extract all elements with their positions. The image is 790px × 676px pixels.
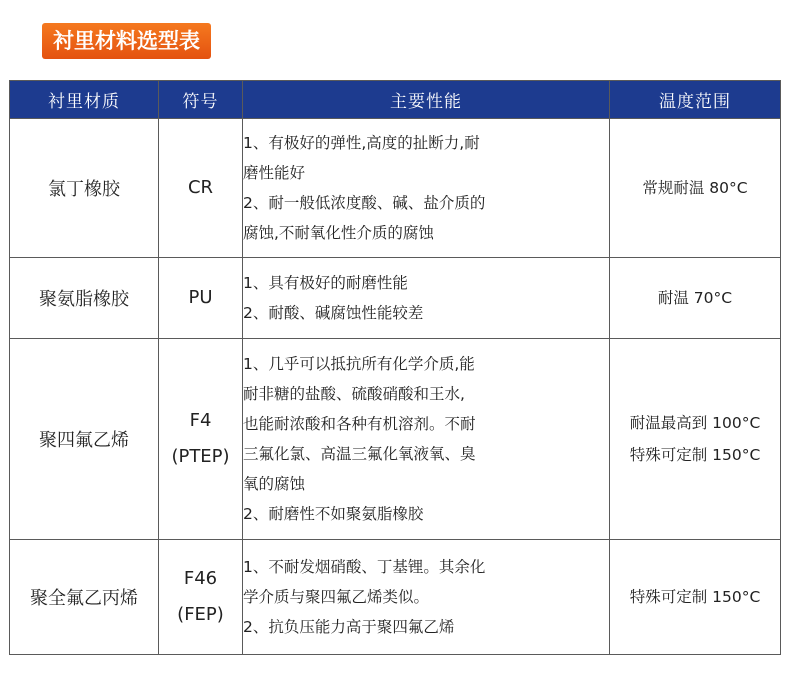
temperature-cell <box>610 339 781 540</box>
header-performance: 主要性能 <box>243 81 610 119</box>
symbol-line: CR <box>187 177 214 198</box>
material-cell: 氯丁橡胶 <box>10 119 159 258</box>
symbol-cell <box>159 119 243 258</box>
temperature-line: 耐温最高到 100°C <box>629 414 761 432</box>
material-cell: 聚氨脂橡胶 <box>10 258 159 339</box>
symbol-cell <box>159 339 243 540</box>
performance-line: 2、耐一般低浓度酸、碱、盐介质的 <box>243 194 486 212</box>
header-temperature: 温度范围 <box>610 81 781 119</box>
performance-line: 三氟化氯、高温三氟化氧液氧、臭 <box>243 445 476 463</box>
performance-line: 学介质与聚四氟乙烯类似。 <box>243 588 430 606</box>
symbol-cell <box>159 540 243 655</box>
performance-line: 也能耐浓酸和各种有机溶剂。不耐 <box>243 415 476 433</box>
table-row <box>10 339 781 540</box>
performance-cell <box>243 258 610 339</box>
symbol-line: F46 <box>183 568 218 589</box>
symbol-line: F4 <box>189 410 212 431</box>
temperature-line: 耐温 70°C <box>657 289 733 307</box>
temperature-line: 常规耐温 80°C <box>642 179 748 197</box>
performance-line: 2、耐磨性不如聚氨脂橡胶 <box>243 505 424 523</box>
header-material: 衬里材质 <box>10 81 159 119</box>
temperature-cell <box>610 258 781 339</box>
table-row <box>10 119 781 258</box>
temperature-line: 特殊可定制 150°C <box>629 446 761 464</box>
performance-line: 1、有极好的弹性,高度的扯断力,耐 <box>243 134 480 152</box>
performance-line: 1、不耐发烟硝酸、丁基锂。其余化 <box>243 558 486 576</box>
material-cell: 聚全氟乙丙烯 <box>10 540 159 655</box>
performance-cell <box>243 119 610 258</box>
performance-line: 磨性能好 <box>243 164 306 182</box>
temperature-cell <box>610 119 781 258</box>
temperature-cell <box>610 540 781 655</box>
table-header-row <box>10 81 781 119</box>
symbol-line: (FEP) <box>177 604 224 625</box>
performance-line: 1、具有极好的耐磨性能 <box>243 274 408 292</box>
symbol-line: (PTEP) <box>171 446 230 467</box>
performance-line: 2、抗负压能力高于聚四氟乙烯 <box>243 618 455 636</box>
performance-line: 氧的腐蚀 <box>243 475 306 493</box>
performance-line: 2、耐酸、碱腐蚀性能较差 <box>243 304 424 322</box>
performance-cell <box>243 540 610 655</box>
symbol-line: PU <box>188 287 213 308</box>
performance-line: 腐蚀,不耐氧化性介质的腐蚀 <box>243 224 434 242</box>
performance-line: 1、几乎可以抵抗所有化学介质,能 <box>243 355 475 373</box>
table-row <box>10 540 781 655</box>
page-title: 衬里材料选型表 <box>42 23 211 59</box>
material-cell: 聚四氟乙烯 <box>10 339 159 540</box>
lining-material-table <box>9 80 781 655</box>
temperature-line: 特殊可定制 150°C <box>629 588 761 606</box>
performance-cell <box>243 339 610 540</box>
performance-line: 耐非糖的盐酸、硫酸硝酸和王水, <box>243 385 465 403</box>
header-symbol: 符号 <box>159 81 243 119</box>
table-row <box>10 258 781 339</box>
symbol-cell <box>159 258 243 339</box>
